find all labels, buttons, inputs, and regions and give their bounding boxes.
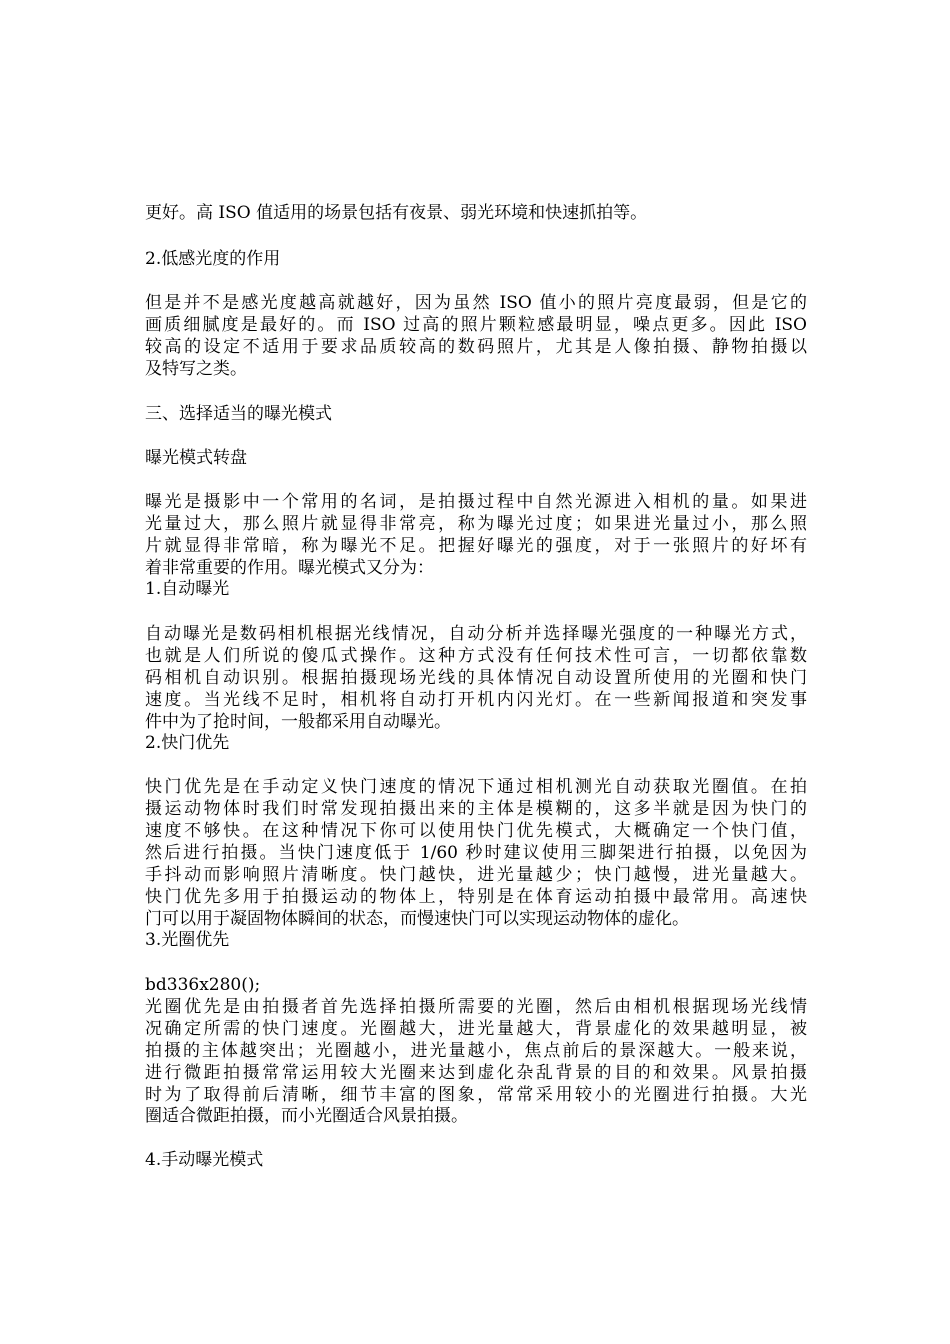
paragraph-line: 时为了取得前后清晰，细节丰富的图象，常常采用较小的光圈进行拍摄。大光 (145, 1085, 807, 1105)
paragraph-line: 但是并不是感光度越高就越好，因为虽然 ISO 值小的照片亮度最弱，但是它的 (145, 293, 807, 313)
paragraph-line: 然后进行拍摄。当快门速度低于 1/60 秒时建议使用三脚架进行拍摄，以免因为 (145, 843, 807, 863)
paragraph-line: 曝光是摄影中一个常用的名词，是拍摄过程中自然光源进入相机的量。如果进 (145, 492, 807, 512)
paragraph-line: 手抖动而影响照片清晰度。快门越快，进光量越少；快门越慢，进光量越大。 (145, 865, 807, 885)
section-heading: 2.低感光度的作用 (145, 249, 281, 269)
paragraph-line: 较高的设定不适用于要求品质较高的数码照片，尤其是人像拍摄、静物拍摄以 (145, 337, 807, 357)
paragraph-line: 速度不够快。在这种情况下你可以使用快门优先模式，大概确定一个快门值， (145, 821, 807, 841)
paragraph-line: 光圈优先是由拍摄者首先选择拍摄所需要的光圈，然后由相机根据现场光线情 (145, 997, 807, 1017)
paragraph-line: 也就是人们所说的傻瓜式操作。这种方式没有任何技术性可言，一切都依靠数 (145, 646, 807, 666)
paragraph-line: 光量过大，那么照片就显得非常亮，称为曝光过度；如果进光量过小，那么照 (145, 514, 807, 534)
paragraph-line: 画质细腻度是最好的。而 ISO 过高的照片颗粒感最明显，噪点更多。因此 ISO (145, 315, 807, 335)
paragraph-line: 况确定所需的快门速度。光圈越大，进光量越大，背景虚化的效果越明显，被 (145, 1019, 807, 1039)
section-heading: 1.自动曝光 (145, 579, 230, 599)
paragraph-line: 速度。当光线不足时，相机将自动打开机内闪光灯。在一些新闻报道和突发事 (145, 690, 807, 710)
section-heading: 三、选择适当的曝光模式 (145, 404, 332, 424)
paragraph-line: 进行微距拍摄常常运用较大光圈来达到虚化杂乱背景的目的和效果。风景拍摄 (145, 1063, 807, 1083)
paragraph-line: 片就显得非常暗，称为曝光不足。把握好曝光的强度，对于一张照片的好坏有 (145, 536, 807, 556)
paragraph-line: 拍摄的主体越突出；光圈越小，进光量越小，焦点前后的景深越大。一般来说， (145, 1041, 807, 1061)
section-heading: 4.手动曝光模式 (145, 1150, 264, 1170)
paragraph-line: 件中为了抢时间，一般都采用自动曝光。 (145, 712, 451, 732)
paragraph-line: 及特写之类。 (145, 359, 247, 379)
section-heading: 曝光模式转盘 (145, 448, 247, 468)
paragraph-line: 圈适合微距拍摄，而小光圈适合风景拍摄。 (145, 1106, 468, 1126)
paragraph-line: 自动曝光是数码相机根据光线情况，自动分析并选择曝光强度的一种曝光方式， (145, 624, 807, 644)
paragraph-line: 更好。高 ISO 值适用的场景包括有夜景、弱光环境和快速抓拍等。 (145, 203, 648, 223)
paragraph-line: 快门优先多用于拍摄运动的物体上，特别是在体育运动拍摄中最常用。高速快 (145, 887, 807, 907)
section-heading: 3.光圈优先 (145, 930, 230, 950)
paragraph-line: 摄运动物体时我们时常发现拍摄出来的主体是模糊的，这多半就是因为快门的 (145, 799, 807, 819)
paragraph-line: 码相机自动识别。根据拍摄现场光线的具体情况自动设置所使用的光圈和快门 (145, 668, 807, 688)
code-snippet: bd336x280(); (145, 975, 261, 995)
paragraph-line: 快门优先是在手动定义快门速度的情况下通过相机测光自动获取光圈值。在拍 (145, 777, 807, 797)
paragraph-line: 着非常重要的作用。曝光模式又分为： (145, 558, 434, 578)
paragraph-line: 门可以用于凝固物体瞬间的状态，而慢速快门可以实现运动物体的虚化。 (145, 909, 689, 929)
section-heading: 2.快门优先 (145, 733, 230, 753)
